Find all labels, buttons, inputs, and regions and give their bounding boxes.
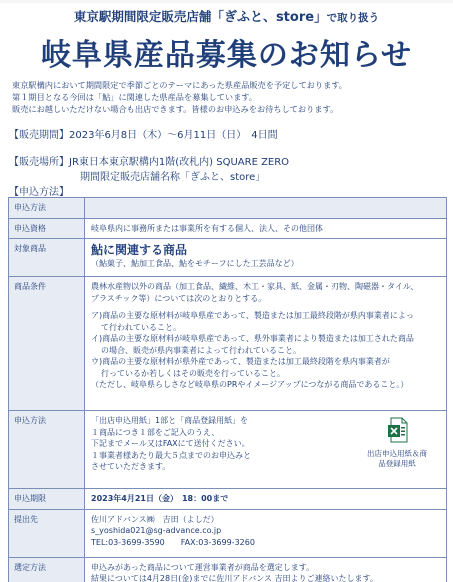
condition-b-line: イ)商品の主要な原材料が岐阜県産であって、県外事業者により製造または加工された商品 <box>91 334 414 343</box>
selection-label: 選定方法 <box>9 557 85 582</box>
sales-period <box>9 126 278 141</box>
excel-file-caption[interactable]: 出店申込用紙＆商 品登録用紙 <box>367 449 427 468</box>
table-row <box>9 557 447 582</box>
conditions-intro-line: 農林水産物以外の商品（加工食品、繊維、木工・家具、紙、金属・刃物、陶磁器・タイル、 <box>91 282 419 291</box>
submit-value <box>85 509 447 557</box>
table-header-value <box>85 198 447 219</box>
sales-period-value: 2023年6月8日（木）～6月11日（日） 4日間 <box>69 130 278 141</box>
subtitle-right: 」 <box>314 9 327 24</box>
target-item-sub: （鮎菓子、鮎加工食品、鮎をモチーフにした工芸品など） <box>91 259 299 268</box>
application-line: 「出店申込用紙」1部と「商品登録用紙」を <box>91 416 249 425</box>
submit-label: 提出先 <box>9 509 85 557</box>
target-item-label: 対象商品 <box>9 239 85 277</box>
flyer-subtitle <box>0 6 453 25</box>
table-row <box>9 411 447 489</box>
intro-line: 販売にお越しいただけない場合も出店できます。皆様のお申込みをお待ちしております。 <box>12 104 339 115</box>
excel-file-icon[interactable] <box>387 417 409 443</box>
application-instructions <box>91 415 321 473</box>
target-item-main: 鮎に関連する商品 <box>91 243 188 257</box>
submit-contact-name: 佐川アドバンス㈱ 吉田（よしだ） <box>91 514 219 524</box>
application-line: 下記までメール又はFAXにて送付ください。 <box>91 439 250 448</box>
table-row <box>9 239 447 277</box>
subtitle-tail: で取り扱う <box>326 12 380 24</box>
application-method-label: 【申込方法】 <box>9 187 69 198</box>
sales-venue-line2: 期間限定販売店舗名称「ぎふと、store」 <box>80 172 266 183</box>
subtitle-left: 東京駅期間限定販売店舗「 <box>73 9 224 24</box>
table-header-row <box>9 198 447 219</box>
sales-venue-label: 【販売場所】 <box>9 157 69 168</box>
intro-line: 東京駅構内において期間限定で季節ごとのテーマにあった県産品販売を予定しております。 <box>12 80 347 90</box>
application-value <box>85 411 447 489</box>
application-label: 申込方法 <box>9 411 85 489</box>
table-row <box>9 489 447 510</box>
sales-venue <box>9 153 289 168</box>
sales-venue-line1: JR東日本東京駅構内1階(改札内) SQUARE ZERO <box>69 157 290 168</box>
table-row <box>9 277 447 411</box>
selection-line: 申込みがあった商品について運営事業者が商品を選定します。 <box>91 562 315 572</box>
deadline-label: 申込期限 <box>9 489 85 510</box>
page-title: 岐阜県産品募集のお知らせ <box>40 38 413 73</box>
condition-a-line: ア)商品の主要な原材料が岐阜県産であって、製造または加工最終段階が県内事業者によっ <box>91 311 414 320</box>
application-line: １商品につき１部をご記入のうえ、 <box>91 427 220 437</box>
conditions-label: 商品条件 <box>9 277 85 411</box>
intro-text <box>12 79 442 116</box>
conditions-note: （ただし、岐阜県らしさなど岐阜県のPRやイメージアップにつながる商品であること。） <box>91 380 409 389</box>
application-line: １事業者様あたり最大５点までのお申込みと <box>91 450 251 460</box>
sales-period-label: 【販売期間】 <box>9 130 69 141</box>
table-header-label: 申込方法 <box>9 198 85 219</box>
conditions-intro-line: プラスチック等）については次のとおりとする。 <box>91 293 267 303</box>
selection-line: 結果については4月28日(金)までに佐川アドバンス 吉田よりご連絡いたします。 <box>91 574 378 582</box>
condition-a-line: て行われていること。 <box>101 322 181 332</box>
subtitle-store-name: ぎふと、store <box>223 10 315 25</box>
condition-b-line: の場合、販売が県内事業者によって行われていること。 <box>101 345 301 355</box>
selection-value <box>85 557 447 582</box>
submit-email-link[interactable]: s_yoshida021@sg-advance.co.jp <box>91 526 222 535</box>
deadline-value: 2023年4月21日（金） 18：00まで <box>85 489 447 510</box>
table-row <box>9 509 447 557</box>
qualification-value: 岐阜県内に事務所または事業所を有する個人、法人、その他団体 <box>85 218 447 239</box>
application-table <box>8 197 447 582</box>
target-item-value <box>85 239 447 277</box>
condition-c-line: ウ)商品の主要な原材料が県外産であって、製造または加工最終段階を県内事業者が <box>91 357 390 366</box>
top-strip <box>0 0 453 3</box>
table-row <box>9 218 447 239</box>
condition-c-line: 行っているか若しくはその販売を行っていること。 <box>101 368 285 378</box>
application-line: させていただきます。 <box>91 462 171 471</box>
qualification-label: 申込資格 <box>9 218 85 239</box>
intro-line: 第１期目となる今回は「鮎」に関連した県産品を募集しています。 <box>12 92 257 103</box>
submit-phone-fax: TEL:03-3699-3590 FAX:03-3699-3260 <box>91 537 255 547</box>
conditions-value <box>85 277 447 411</box>
